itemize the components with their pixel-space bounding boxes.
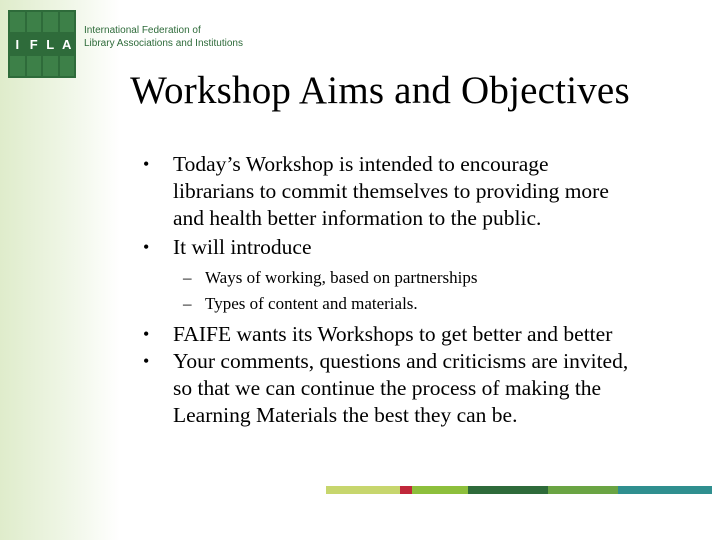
sub-bullet-text: Ways of working, based on partnerships xyxy=(205,268,478,287)
footer-color-bar xyxy=(326,486,712,494)
logo-letter: A xyxy=(60,34,75,54)
color-bar-segment xyxy=(326,486,400,494)
color-bar-segment xyxy=(412,486,468,494)
slide-body xyxy=(143,151,713,429)
bullet-item xyxy=(143,321,713,348)
org-name-line: International Federation of xyxy=(84,25,201,36)
organization-name xyxy=(84,24,243,50)
logo-letter: L xyxy=(43,34,58,54)
bullet-item xyxy=(143,234,713,261)
bullet-line: librarians to commit themselves to providing more xyxy=(173,179,609,203)
color-bar-segment xyxy=(400,486,412,494)
slide-title: Workshop Aims and Objectives xyxy=(130,69,630,112)
sub-bullet-item xyxy=(143,265,713,291)
logo-letter: I xyxy=(10,34,25,54)
logo-tile xyxy=(27,12,42,32)
logo-tile xyxy=(60,12,75,32)
bullet-line: Today’s Workshop is intended to encourage xyxy=(173,152,549,176)
bullet-line: and health better information to the public. xyxy=(173,206,542,230)
org-name-line: Library Associations and Institutions xyxy=(84,38,243,49)
bullet-line: so that we can continue the process of making the xyxy=(173,376,602,400)
bullet-line: FAIFE wants its Workshops to get better and better xyxy=(173,322,613,346)
bullet-icon: • xyxy=(143,324,150,344)
bullet-icon: • xyxy=(143,154,150,174)
color-bar-segment xyxy=(548,486,618,494)
sub-bullet-text: Types of content and materials. xyxy=(205,294,418,313)
bullet-line: Your comments, questions and criticisms are invited, xyxy=(173,349,629,373)
dash-icon: – xyxy=(183,268,192,287)
bullet-line: It will introduce xyxy=(173,235,312,259)
bullet-icon: • xyxy=(143,351,150,371)
bullet-item xyxy=(143,348,713,429)
bullet-line: Learning Materials the best they can be. xyxy=(173,403,518,427)
sub-bullet-item xyxy=(143,291,713,317)
bullet-item xyxy=(143,151,713,232)
bullet-icon: • xyxy=(143,237,150,257)
color-bar-segment xyxy=(618,486,712,494)
logo-tile xyxy=(43,12,58,32)
logo-letter: F xyxy=(27,34,42,54)
color-bar-segment xyxy=(468,486,548,494)
dash-icon: – xyxy=(183,294,192,313)
logo-tile xyxy=(10,12,25,32)
